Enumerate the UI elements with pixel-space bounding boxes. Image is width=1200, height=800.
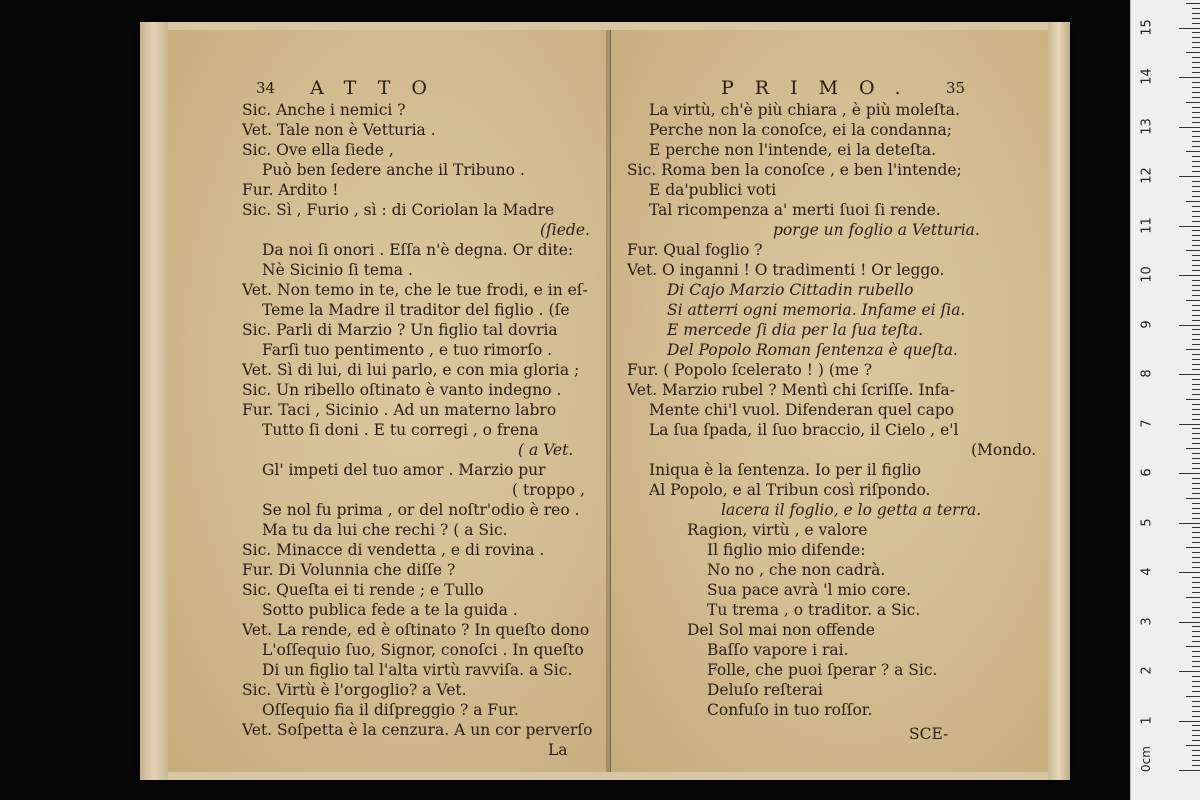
ruler-tick xyxy=(1192,245,1200,246)
ruler-tick xyxy=(1192,315,1200,316)
text-line: Fur. Ardito ! xyxy=(242,181,339,199)
ruler-tick xyxy=(1192,676,1200,677)
ruler-tick xyxy=(1192,32,1200,33)
ruler-number: 3 xyxy=(1139,616,1155,626)
ruler-tick xyxy=(1179,622,1200,623)
text-line: Sic. Virtù è l'orgoglio? a Vet. xyxy=(242,681,467,699)
ruler-tick xyxy=(1179,523,1200,524)
ruler-tick xyxy=(1192,369,1200,370)
text-line: Vet. Marzio rubel ? Mentì chi ſcriſſe. Infa- xyxy=(627,381,955,399)
ruler-tick xyxy=(1192,354,1200,355)
ruler-tick xyxy=(1192,379,1200,380)
ruler-tick xyxy=(1192,681,1200,682)
ruler-tick xyxy=(1192,122,1200,123)
text-line: Nè Sicinio ſi tema . xyxy=(262,261,413,279)
text-line: Sic. Queſta ei ti rende ; e Tullo xyxy=(242,581,484,599)
ruler-tick xyxy=(1186,646,1200,647)
ruler-tick xyxy=(1192,72,1200,73)
ruler-tick xyxy=(1192,488,1200,489)
ruler-tick xyxy=(1192,716,1200,717)
ruler-unit-label: 0cm xyxy=(1138,746,1153,772)
ruler-tick xyxy=(1179,176,1200,177)
ruler-tick xyxy=(1192,206,1200,207)
text-line: Può ben ſedere anche il Tribuno . xyxy=(262,161,525,179)
ruler-tick xyxy=(1192,706,1200,707)
text-line: Deluſo reſterai xyxy=(707,681,823,699)
ruler-tick xyxy=(1192,117,1200,118)
text-line: Fur. ( Popolo ſcelerato ! ) (me ? xyxy=(627,361,873,379)
ruler-tick xyxy=(1192,290,1200,291)
ruler-tick xyxy=(1192,384,1200,385)
text-line: Sua pace avrà 'l mio core. xyxy=(707,581,911,599)
ruler-tick xyxy=(1192,320,1200,321)
text-line: Sic. Parli di Marzio ? Un figlio tal dovria xyxy=(242,321,558,339)
ruler-number: 5 xyxy=(1139,517,1155,527)
ruler-tick xyxy=(1192,518,1200,519)
ruler-tick xyxy=(1192,339,1200,340)
ruler-tick xyxy=(1192,230,1200,231)
text-line: Oſſequio fia il diſpreggio ? a Fur. xyxy=(262,701,519,719)
ruler-tick xyxy=(1192,493,1200,494)
text-line: Vet. Sì di lui, di lui parlo, e con mia gloria ; xyxy=(242,361,580,379)
text-line: Iniqua è la ſentenza. Io per il figlio xyxy=(649,461,922,479)
text-line: Il figlio mio difende: xyxy=(707,541,866,559)
ruler-tick xyxy=(1192,18,1200,19)
text-line: Vet. O inganni ! O tradimenti ! Or leggo. xyxy=(627,261,945,279)
text-line: porge un foglio a Vetturia. xyxy=(773,221,980,239)
text-line: Vet. Soſpetta è la cenzura. A un cor perverſo xyxy=(242,721,593,739)
page-heading: ATTO xyxy=(310,77,448,99)
ruler-tick xyxy=(1186,696,1200,697)
text-line: Sic. Roma ben la conoſce , e ben l'intende; xyxy=(627,161,962,179)
text-line: Gl' impeti del tuo amor . Marzio pur xyxy=(262,461,546,479)
ruler-tick xyxy=(1186,448,1200,449)
ruler-tick xyxy=(1192,735,1200,736)
page-number: 35 xyxy=(946,79,966,97)
ruler-number: 4 xyxy=(1139,567,1155,576)
text-line: Sic. Un ribello oſtinato è vanto indegno . xyxy=(242,381,562,399)
ruler-tick xyxy=(1186,52,1200,53)
ruler-tick xyxy=(1192,463,1200,464)
ruler-tick xyxy=(1192,636,1200,637)
ruler-tick xyxy=(1192,171,1200,172)
text-line: La virtù, ch'è più chiara , è più moleſta. xyxy=(649,101,960,119)
ruler-tick xyxy=(1179,671,1200,672)
ruler-tick xyxy=(1192,67,1200,68)
ruler-tick xyxy=(1192,433,1200,434)
text-line: Ragion, virtù , e valore xyxy=(687,521,868,539)
ruler-tick xyxy=(1192,389,1200,390)
ruler-number: 10 xyxy=(1139,266,1155,283)
ruler-tick xyxy=(1192,740,1200,741)
ruler-tick xyxy=(1192,701,1200,702)
text-line: ( a Vet. xyxy=(518,441,574,459)
text-line: Da noi ſi onori . Eſſa n'è degna. Or dite: xyxy=(262,241,574,259)
ruler-tick xyxy=(1179,770,1200,771)
text-line: Tal ricompenza a' merti ſuoi ſi rende. xyxy=(649,201,941,219)
ruler-tick xyxy=(1179,275,1200,276)
ruler-tick xyxy=(1179,572,1200,573)
ruler-tick xyxy=(1192,626,1200,627)
text-line: lacera il foglio, e lo getta a terra. xyxy=(721,501,982,519)
ruler-tick xyxy=(1192,691,1200,692)
ruler-tick xyxy=(1192,141,1200,142)
ruler-tick xyxy=(1179,28,1200,29)
text-line: Se nol fu prima , or del noſtr'odio è reo . xyxy=(262,501,580,519)
ruler-tick xyxy=(1192,166,1200,167)
text-line: E mercede ſi dia per la ſua teſta. xyxy=(667,321,924,339)
ruler-tick xyxy=(1179,473,1200,474)
ruler-number: 1 xyxy=(1139,715,1155,725)
text-line: Mente chi'l vuol. Difenderan quel capo xyxy=(649,401,955,419)
ruler-tick xyxy=(1186,745,1200,746)
ruler-tick xyxy=(1192,334,1200,335)
ruler-tick xyxy=(1192,577,1200,578)
text-line: (ſiede. xyxy=(540,221,590,239)
text-line: Sic. Sì , Furio , sì : di Coriolan la Madre xyxy=(242,201,555,219)
text-line: Vet. Non temo in te, che le tue frodi, e in eſ- xyxy=(242,281,588,299)
ruler-tick xyxy=(1192,329,1200,330)
ruler-tick xyxy=(1192,617,1200,618)
ruler-tick xyxy=(1192,255,1200,256)
ruler-tick xyxy=(1192,216,1200,217)
ruler-tick xyxy=(1192,196,1200,197)
ruler-tick xyxy=(1192,82,1200,83)
ruler-tick xyxy=(1179,721,1200,722)
ruler-tick xyxy=(1192,270,1200,271)
text-line: Si atterri ogni memoria. Infame ei ſia. xyxy=(667,301,966,319)
text-line: Vet. Tale non è Vetturia . xyxy=(242,121,436,139)
ruler-tick xyxy=(1179,77,1200,78)
ruler-tick xyxy=(1192,394,1200,395)
ruler-tick xyxy=(1192,582,1200,583)
ruler-number: 2 xyxy=(1139,666,1155,675)
ruler-tick xyxy=(1192,211,1200,212)
ruler-tick xyxy=(1186,3,1200,4)
cover-edge-left xyxy=(140,22,168,780)
ruler-tick xyxy=(1192,443,1200,444)
ruler-tick xyxy=(1192,686,1200,687)
text-line: La ſua ſpada, il ſuo braccio, il Cielo , e'l xyxy=(649,421,959,439)
ruler-tick xyxy=(1192,567,1200,568)
ruler-tick xyxy=(1192,107,1200,108)
ruler-tick xyxy=(1192,755,1200,756)
ruler-tick xyxy=(1192,641,1200,642)
ruler-tick xyxy=(1192,760,1200,761)
ruler-tick xyxy=(1192,458,1200,459)
ruler-tick xyxy=(1192,661,1200,662)
left-page xyxy=(168,30,611,772)
ruler-tick xyxy=(1192,161,1200,162)
ruler-tick xyxy=(1192,136,1200,137)
ruler-tick xyxy=(1192,409,1200,410)
text-line: Sic. Anche i nemici ? xyxy=(242,101,406,119)
ruler-tick xyxy=(1192,592,1200,593)
ruler-tick xyxy=(1192,651,1200,652)
ruler-number: 7 xyxy=(1139,418,1155,428)
ruler-tick xyxy=(1192,404,1200,405)
text-line: Tutto ſi doni . E tu corregi , o frena xyxy=(262,421,539,439)
ruler-tick xyxy=(1192,453,1200,454)
ruler-tick xyxy=(1192,364,1200,365)
text-line: Teme la Madre il traditor del figlio . (ſe xyxy=(262,301,570,319)
ruler-tick xyxy=(1192,552,1200,553)
ruler-tick xyxy=(1179,226,1200,227)
ruler-tick xyxy=(1192,13,1200,14)
ruler-tick xyxy=(1192,280,1200,281)
ruler-tick xyxy=(1192,97,1200,98)
ruler-tick xyxy=(1192,602,1200,603)
ruler-number: 11 xyxy=(1139,216,1155,234)
ruler-tick xyxy=(1192,92,1200,93)
ruler-number: 13 xyxy=(1139,117,1155,135)
ruler-tick xyxy=(1192,725,1200,726)
text-line: (Mondo. xyxy=(971,441,1037,459)
ruler-tick xyxy=(1192,656,1200,657)
ruler-tick xyxy=(1192,730,1200,731)
ruler-tick xyxy=(1192,57,1200,58)
ruler-tick xyxy=(1192,131,1200,132)
ruler-tick xyxy=(1192,8,1200,9)
ruler-tick xyxy=(1192,186,1200,187)
text-line: E da'publici voti xyxy=(649,181,777,199)
ruler-tick xyxy=(1192,419,1200,420)
ruler-tick xyxy=(1192,260,1200,261)
text-line: Del Sol mai non offende xyxy=(687,621,875,639)
measuring-ruler xyxy=(1130,0,1200,800)
ruler-tick xyxy=(1192,156,1200,157)
ruler-tick xyxy=(1179,127,1200,128)
ruler-tick xyxy=(1186,151,1200,152)
ruler-tick xyxy=(1192,438,1200,439)
ruler-number: 14 xyxy=(1139,68,1155,85)
ruler-tick xyxy=(1186,597,1200,598)
text-line: Fur. Di Volunnia che diſſe ? xyxy=(242,561,456,579)
ruler-number: 9 xyxy=(1139,319,1155,329)
catchword: SCE- xyxy=(909,725,949,743)
ruler-tick xyxy=(1192,359,1200,360)
ruler-tick xyxy=(1192,537,1200,538)
ruler-tick xyxy=(1192,711,1200,712)
catchword: La xyxy=(548,741,568,759)
ruler-tick xyxy=(1192,631,1200,632)
ruler-tick xyxy=(1179,325,1200,326)
ruler-tick xyxy=(1192,513,1200,514)
text-line: Al Popolo, e al Tribun così riſpondo. xyxy=(649,481,931,499)
text-line: Baſſo vapore i rai. xyxy=(707,641,849,659)
ruler-tick xyxy=(1192,23,1200,24)
ruler-tick xyxy=(1192,42,1200,43)
ruler-tick xyxy=(1192,542,1200,543)
ruler-tick xyxy=(1192,765,1200,766)
ruler-tick xyxy=(1192,557,1200,558)
ruler-tick xyxy=(1192,414,1200,415)
text-line: ( troppo , xyxy=(512,481,585,499)
text-line: E perche non l'intende, ei la deteſta. xyxy=(649,141,937,159)
ruler-tick xyxy=(1192,344,1200,345)
text-line: Confuſo in tuo roſſor. xyxy=(707,701,873,719)
ruler-tick xyxy=(1186,201,1200,202)
ruler-tick xyxy=(1192,428,1200,429)
ruler-tick xyxy=(1192,235,1200,236)
ruler-tick xyxy=(1179,374,1200,375)
ruler-tick xyxy=(1192,240,1200,241)
text-line: Di un figlio tal l'alta virtù ravviſa. a Sic. xyxy=(262,661,573,679)
ruler-tick xyxy=(1192,503,1200,504)
text-line: Vet. La rende, ed è oſtinato ? In queſto dono xyxy=(242,621,590,639)
ruler-tick xyxy=(1192,750,1200,751)
ruler-tick xyxy=(1192,265,1200,266)
ruler-tick xyxy=(1192,666,1200,667)
ruler-tick xyxy=(1192,532,1200,533)
ruler-tick xyxy=(1192,285,1200,286)
ruler-number: 12 xyxy=(1139,167,1155,184)
text-line: Tu trema , o traditor. a Sic. xyxy=(707,601,921,619)
ruler-tick xyxy=(1179,424,1200,425)
ruler-tick xyxy=(1192,181,1200,182)
text-line: Del Popolo Roman ſentenza è queſta. xyxy=(667,341,958,359)
ruler-tick xyxy=(1192,305,1200,306)
ruler-tick xyxy=(1192,310,1200,311)
text-line: Folle, che puoi ſperar ? a Sic. xyxy=(707,661,938,679)
ruler-tick xyxy=(1186,349,1200,350)
right-page xyxy=(611,30,1048,772)
ruler-tick xyxy=(1186,300,1200,301)
ruler-tick xyxy=(1192,47,1200,48)
text-line: Sic. Ove ella ſiede , xyxy=(242,141,394,159)
ruler-tick xyxy=(1192,295,1200,296)
page-number: 34 xyxy=(256,79,276,97)
ruler-tick xyxy=(1192,146,1200,147)
ruler-tick xyxy=(1186,399,1200,400)
cover-edge-right xyxy=(1048,22,1070,780)
ruler-tick xyxy=(1192,612,1200,613)
ruler-tick xyxy=(1192,87,1200,88)
text-line: Sic. Minacce di vendetta , e di rovina . xyxy=(242,541,545,559)
text-line: L'oſſequio ſuo, Signor, conoſci . In queſto xyxy=(262,641,584,659)
ruler-tick xyxy=(1192,468,1200,469)
text-line: Ma tu da lui che rechi ? ( a Sic. xyxy=(262,521,508,539)
text-line: Farſi tuo pentimento , e tuo rimorſo . xyxy=(262,341,553,359)
ruler-tick xyxy=(1192,562,1200,563)
text-line: Di Cajo Marzio Cittadin rubello xyxy=(667,281,914,299)
ruler-number: 6 xyxy=(1139,468,1155,477)
ruler-number: 8 xyxy=(1139,369,1155,378)
page-heading: PRIMO. xyxy=(721,77,922,99)
ruler-number: 15 xyxy=(1139,18,1155,36)
ruler-tick xyxy=(1192,191,1200,192)
ruler-tick xyxy=(1192,527,1200,528)
ruler-tick xyxy=(1192,508,1200,509)
ruler-tick xyxy=(1192,221,1200,222)
ruler-tick xyxy=(1186,498,1200,499)
text-line: Perche non la conoſce, ei la condanna; xyxy=(649,121,952,139)
ruler-tick xyxy=(1192,37,1200,38)
text-line: Sotto publica fede a te la guida . xyxy=(262,601,518,619)
ruler-tick xyxy=(1192,478,1200,479)
ruler-tick xyxy=(1192,607,1200,608)
ruler-tick xyxy=(1192,112,1200,113)
text-line: No no , che non cadrà. xyxy=(707,561,886,579)
ruler-tick xyxy=(1186,547,1200,548)
ruler-tick xyxy=(1186,250,1200,251)
text-line: Fur. Taci , Sicinio . Ad un materno labro xyxy=(242,401,557,419)
ruler-tick xyxy=(1192,62,1200,63)
text-line: Fur. Qual foglio ? xyxy=(627,241,763,259)
ruler-tick xyxy=(1186,102,1200,103)
open-book xyxy=(140,22,1070,780)
ruler-tick xyxy=(1192,483,1200,484)
ruler-tick xyxy=(1192,587,1200,588)
